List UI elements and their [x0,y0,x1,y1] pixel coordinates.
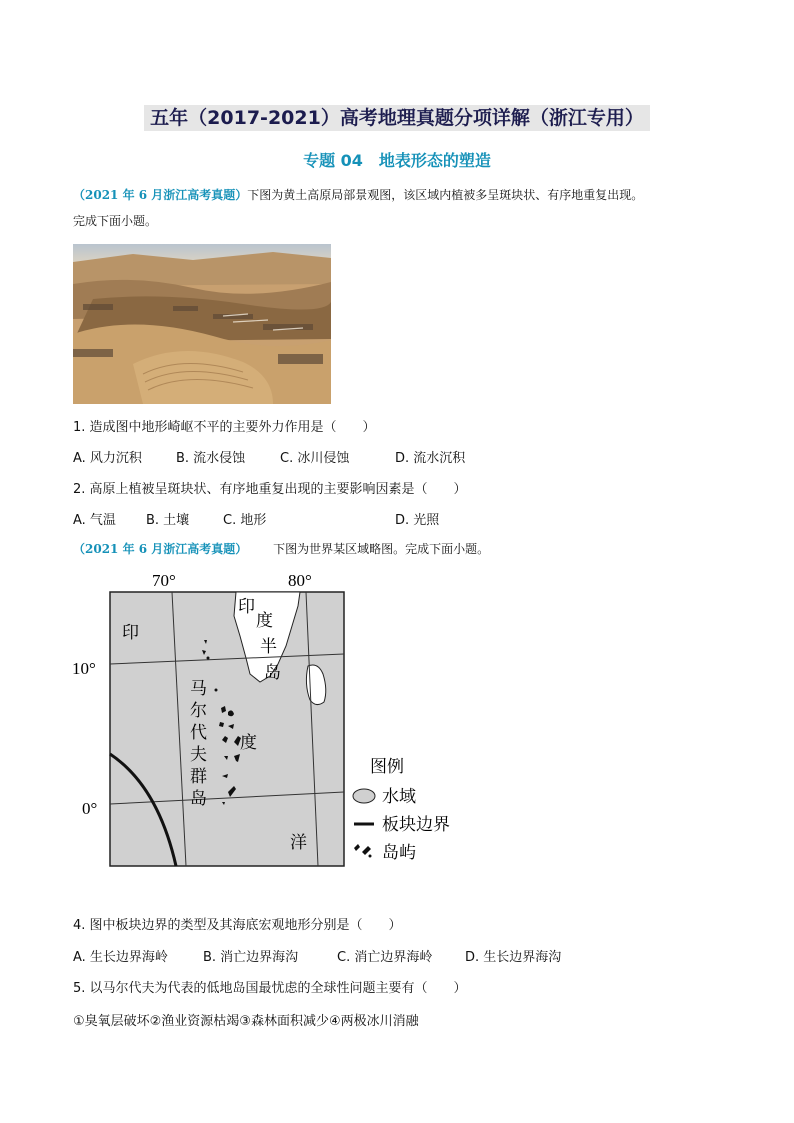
option-c[interactable]: C. 地形 [223,513,267,528]
intro-paragraph-2 [73,536,733,562]
lat-label-0: 0° [82,799,98,818]
svg-text:印: 印 [238,597,255,616]
svg-text:度: 度 [256,611,273,630]
intro-text: 下图为世界某区域略图。完成下面小题。 [273,542,490,556]
source-tag: （2021 年 6 月浙江高考真题） [73,188,248,202]
legend-boundary: 板块边界 [382,815,450,834]
svg-text:代: 代 [190,723,207,742]
option-d[interactable]: D. 生长边界海沟 [465,950,562,965]
option-b[interactable]: B. 土壤 [146,513,190,528]
question-1-stem: 1. 造成图中地形崎岖不平的主要外力作用是（ ） [73,420,376,435]
option-d[interactable]: D. 光照 [395,513,440,528]
lat-label-10: 10° [72,659,96,678]
question-5-line2: ①臭氧层破坏②渔业资源枯竭③森林面积减少④两极冰川消融 [73,1014,419,1029]
lon-label-70: 70° [152,571,176,590]
option-a[interactable]: A. 气温 [73,513,116,528]
intro-text-2: 完成下面小题。 [73,214,158,228]
legend-water: 水域 [382,787,416,806]
svg-text:群: 群 [190,767,207,786]
option-b[interactable]: B. 消亡边界海沟 [203,950,299,965]
intro-paragraph-1 [73,182,733,234]
legend-island-swatch [354,844,372,858]
option-a[interactable]: A. 风力沉积 [73,451,142,466]
intro-text: 下图为黄土高原局部景观图，该区域内植被多呈斑块状、有序地重复出现。 [247,188,644,202]
ocean-label-du: 度 [240,733,257,752]
svg-text:夫: 夫 [190,745,207,764]
legend-water-swatch [353,789,375,803]
option-c[interactable]: C. 消亡边界海岭 [337,950,433,965]
svg-text:半: 半 [260,637,277,656]
legend-island: 岛屿 [382,843,416,862]
ocean-label-yin: 印 [122,623,139,642]
ocean-label-yang: 洋 [290,833,307,852]
loess-plateau-photo [73,244,331,404]
lon-label-80: 80° [288,571,312,590]
legend-title: 图例 [370,757,404,776]
section-subtitle: 专题 04 地表形态的塑造 [303,151,491,170]
svg-text:尔: 尔 [190,701,207,720]
svg-text:岛: 岛 [190,789,207,808]
option-c[interactable]: C. 冰川侵蚀 [280,451,350,466]
region-map [72,566,478,870]
document-title: 五年（2017-2021）高考地理真题分项详解（浙江专用） [0,103,794,130]
question-5-stem: 5. 以马尔代夫为代表的低地岛国最忧虑的全球性问题主要有（ ） [73,981,467,996]
source-tag: （2021 年 6 月浙江高考真题） [73,542,248,556]
svg-text:马: 马 [190,679,207,698]
option-a[interactable]: A. 生长边界海岭 [73,950,168,965]
map-frame [110,592,344,866]
question-2-stem: 2. 高原上植被呈斑块状、有序地重复出现的主要影响因素是（ ） [73,482,467,497]
option-b[interactable]: B. 流水侵蚀 [176,451,246,466]
question-4-stem: 4. 图中板块边界的类型及其海底宏观地形分别是（ ） [73,918,402,933]
option-d[interactable]: D. 流水沉积 [395,451,466,466]
svg-text:岛: 岛 [264,663,281,682]
